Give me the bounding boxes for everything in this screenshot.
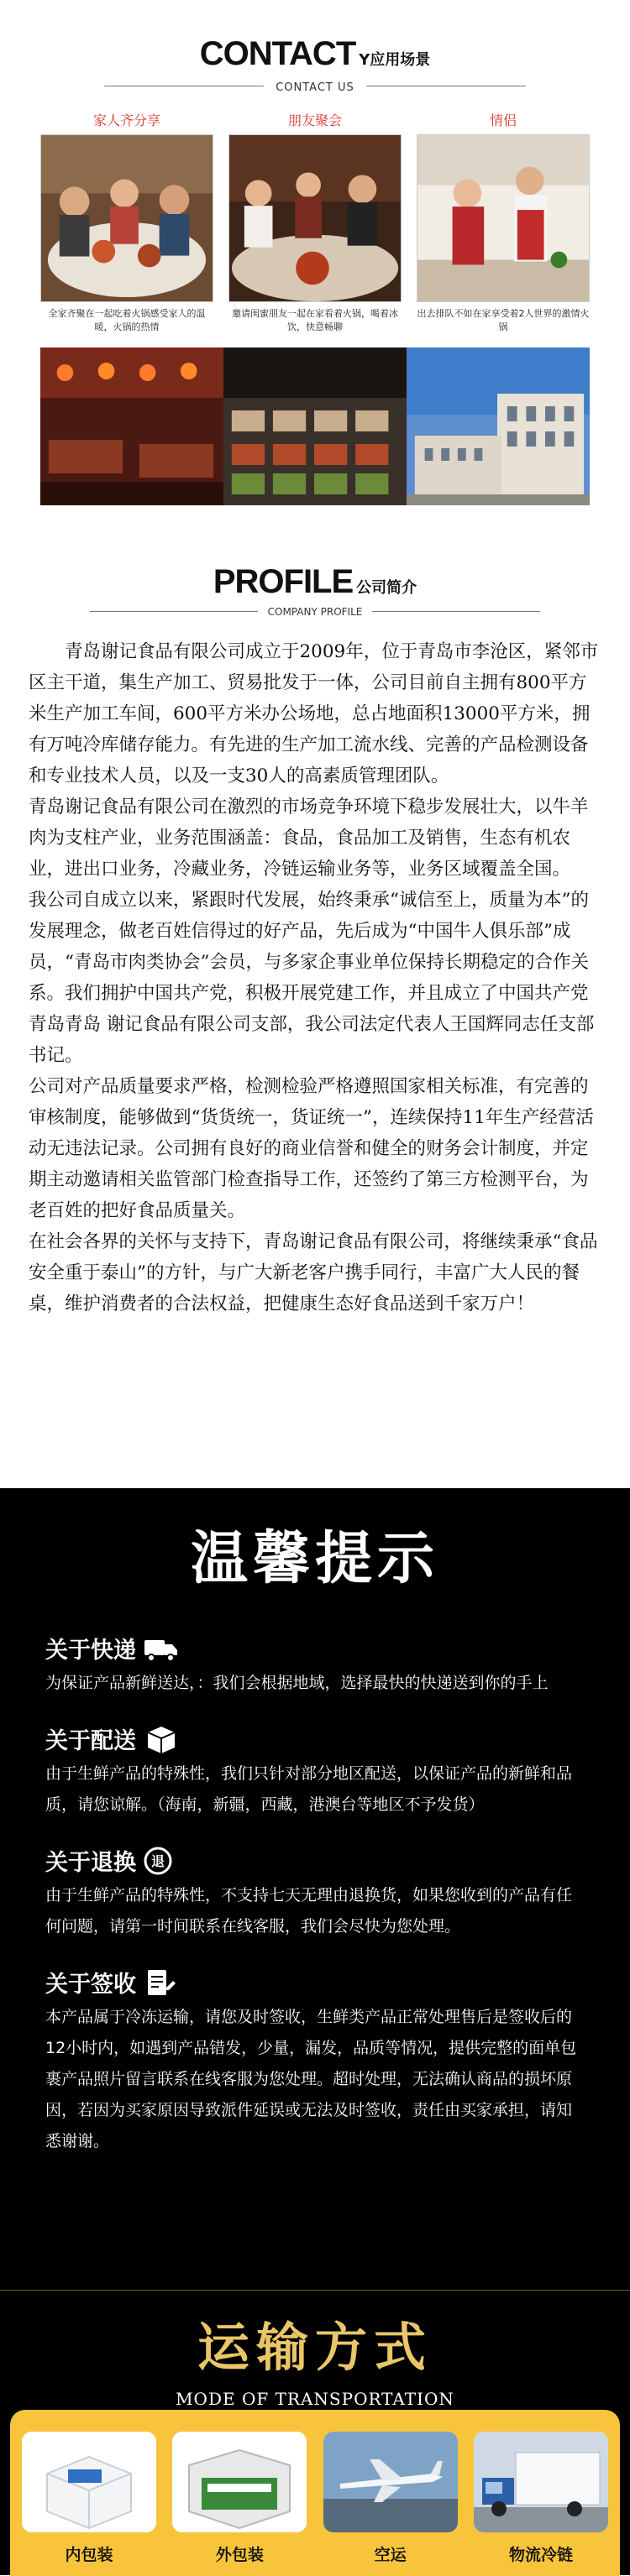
- transport-panel: [10, 2410, 620, 2576]
- profile-paragraph: 在社会各界的关怀与支持下，青岛谢记食品有限公司，将继续秉承“食品安全重于泰山”的方针，与广大新老客户携手同行，丰富广大人民的餐桌，维护消费者的合法权益，把健康生态好食品送到千家万户！: [29, 1231, 598, 1314]
- tip-heading: 关于退换: [45, 1850, 136, 1876]
- foam-box-icon: [22, 2432, 156, 2532]
- contact-subtitle-line: [0, 78, 630, 94]
- scene-friends: [228, 109, 402, 334]
- profile-section: [0, 558, 630, 1488]
- divider: [90, 611, 258, 612]
- contact-header: [0, 0, 630, 94]
- transport-section: [0, 2290, 630, 2575]
- tip-heading: 关于签收: [45, 1972, 136, 1998]
- contact-section: [0, 0, 630, 558]
- contact-subtitle: CONTACT US: [276, 81, 354, 94]
- transport-item-coldchain: [474, 2432, 608, 2576]
- document-icon: [143, 1967, 180, 1998]
- scene-caption: 邀请闺蜜朋友一起在家看着火锅，喝着冰饮，快意畅聊: [232, 308, 398, 332]
- svg-text:退: 退: [150, 1852, 165, 1869]
- profile-title-cn: 公司简介: [356, 579, 417, 597]
- airplane-icon: [323, 2432, 458, 2532]
- refrigerated-truck-icon: [474, 2432, 608, 2532]
- box-icon: [143, 1724, 180, 1754]
- friends-party-image: [228, 134, 402, 302]
- transport-label: 外包装: [215, 2546, 264, 2564]
- transport-label: 内包装: [65, 2546, 113, 2564]
- profile-body: [29, 636, 601, 1319]
- restaurant-interior-image: [40, 347, 223, 505]
- scene-caption: 出去排队不如在家享受着2人世界的激情火锅: [417, 308, 590, 332]
- family-dinner-image: [40, 134, 213, 302]
- tip-heading: 关于快递: [45, 1638, 136, 1664]
- scene-tag: 家人齐分享: [92, 112, 160, 128]
- tip-text: 由于生鲜产品的特殊性，不支持七天无理由退换货，如果您收到的产品有任何问题，请第一时间联系在线客服，我们会尽快为您处理。: [45, 1886, 573, 1936]
- carton-box-icon: [172, 2432, 307, 2532]
- profile-paragraph: 青岛谢记食品有限公司在激烈的市场竞争环境下稳步发展壮大，以牛羊肉为支柱产业，业务范围涵盖：食品，食品加工及销售，生态有机农业，进出口业务，冷藏业务，冷链运输业务等，业务区域覆盖全国。: [29, 797, 589, 880]
- profile-paragraph: 我公司自成立以来，紧跟时代发展，始终秉承“诚信至上，质量为本”的发展理念，做老百姓信得过的好产品，先后成为“中国牛人俱乐部”成员，“青岛市肉类协会”会员，与多家企事业单位保持长期稳定的合作关系。我们拥护中国共产党，积极开展党建工作，并且成立了中国共产党青岛青岛 谢记食品有限公司支部，我公司法定代表人王国辉同志任支部书记。: [29, 890, 595, 1066]
- transport-item-inner: [22, 2432, 156, 2576]
- tips-section: [0, 1488, 630, 2290]
- transport-label: 空运: [374, 2546, 407, 2564]
- return-icon: [143, 1846, 180, 1876]
- tip-delivery: [45, 1722, 630, 1821]
- transport-item-air: [323, 2432, 458, 2576]
- building-exterior-image: [407, 347, 590, 505]
- scene-couple: [417, 109, 590, 334]
- tip-text: 本产品属于冷冻运输，请您及时签收，生鲜类产品正常处理售后是签收后的12小时内，如遇到产品错发，少量，漏发，品质等情况，提供完整的面单包裹产品照片留言联系在线客服为您处理。超时处理，无法确认商品的损坏原因，若因为买家原因导致派件延误或无法及时签收，责任由买家承担，请知悉谢谢。: [45, 2008, 577, 2150]
- truck-icon: [143, 1633, 180, 1664]
- transport-label: 物流冷链: [508, 2546, 573, 2564]
- profile-title: PROFILE: [213, 563, 354, 600]
- hot-pot-buffet-image: [223, 347, 407, 505]
- tip-text: 由于生鲜产品的特殊性，我们只针对部分地区配送，以保证产品的新鲜和品质，请您谅解。（海南，新疆，西藏，港澳台等地区不予发货）: [45, 1764, 573, 1814]
- profile-paragraph: 青岛谢记食品有限公司成立于2009年，位于青岛市李沧区，紧邻市区主干道，集生产加工、贸易批发于一体，公司目前自主拥有800平方米生产加工车间，600平方米办公场地，总占地面积13000平方米，拥有万吨冷库储存能力。有先进的生产加工流水线、完善的产品检测设备和专业技术人员，以及一支30人的高素质管理团队。: [29, 641, 599, 786]
- tip-heading: 关于配送: [45, 1728, 136, 1754]
- tip-text: 为保证产品新鲜送达，：我们会根据地域，选择最快的快递送到你的手上: [45, 1674, 549, 1692]
- profile-header: [29, 558, 601, 618]
- tip-express: [45, 1632, 630, 1699]
- profile-paragraph: 公司对产品质量要求严格，检测检验严格遵照国家相关标准，有完善的审核制度，能够做到“货货统一，货证统一”，连续保持11年生产经营活动无违法记录。公司拥有良好的商业信誉和健全的财务会计制度，并定期主动邀请相关监管部门检查指导工作，还签约了第三方检测平台，为老百姓的把好食品质量关。: [29, 1076, 594, 1221]
- scene-tag: 朋友聚会: [287, 112, 342, 128]
- contact-title: CONTACT: [199, 35, 356, 72]
- scene-row: [0, 109, 630, 334]
- scene-family: [40, 109, 213, 334]
- scene-caption: 全家齐聚在一起吃着火锅感受家人的温暖，火锅的热情: [48, 308, 206, 332]
- divider: [372, 611, 540, 612]
- transport-title: 运输方式: [197, 2317, 433, 2378]
- photo-row: [0, 347, 630, 505]
- couple-cooking-image: [417, 134, 590, 302]
- tips-title: 温馨提示: [190, 1525, 439, 1592]
- transport-item-outer: [172, 2432, 307, 2576]
- contact-title-cn: Y应用场景: [359, 51, 431, 69]
- tip-return: [45, 1844, 630, 1942]
- tip-signing: [45, 1966, 630, 2157]
- profile-subtitle-line: [29, 604, 601, 618]
- profile-subtitle: COMPANY PROFILE: [267, 606, 363, 618]
- transport-subtitle: MODE OF TRANSPORTATION: [176, 2389, 454, 2409]
- scene-tag: 情侣: [489, 112, 517, 128]
